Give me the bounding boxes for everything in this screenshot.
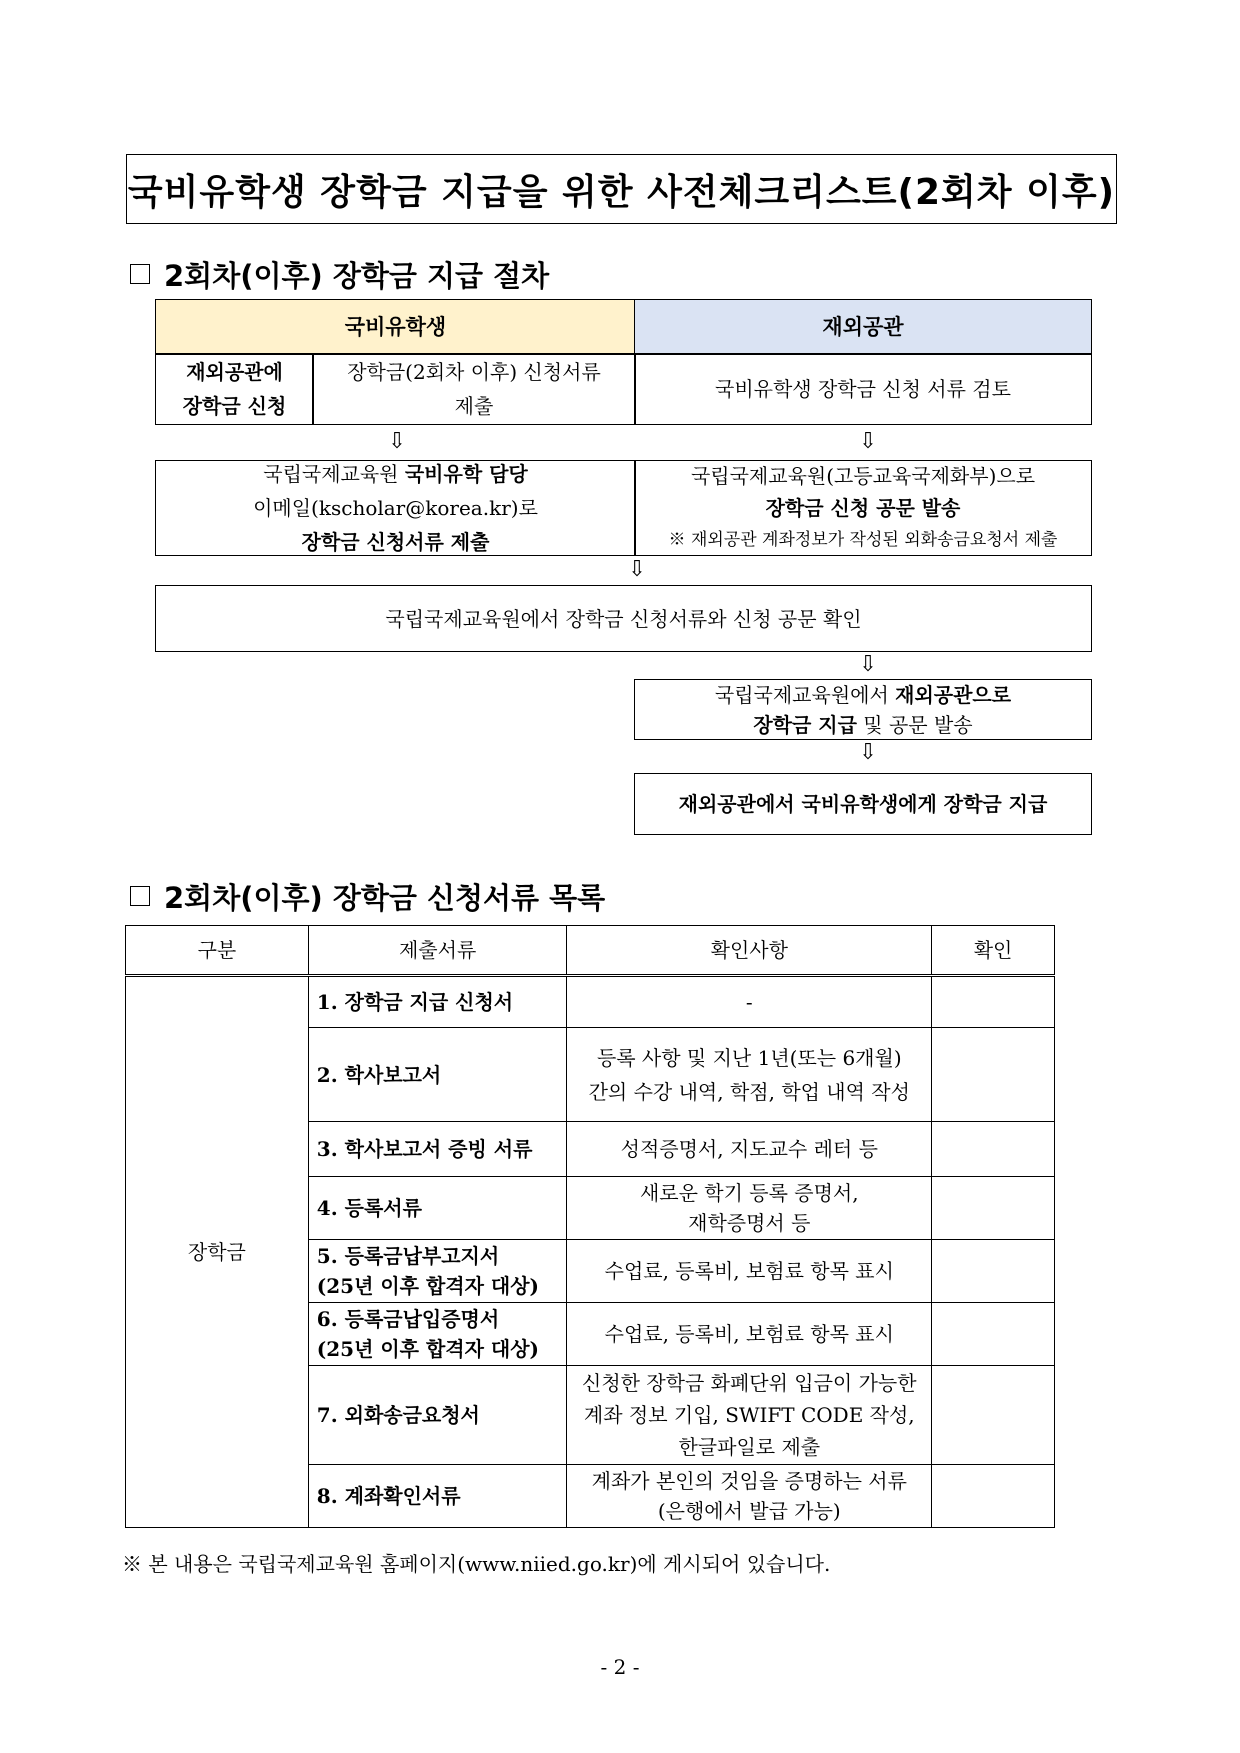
flow-row4 — [634, 679, 1092, 740]
down-arrow-icon: ⇩ — [627, 557, 647, 582]
confirm-cell[interactable] — [932, 1177, 1055, 1240]
flow-row1-student — [312, 353, 636, 425]
flow-row4-line1-bold: 재외공관으로 — [895, 682, 1012, 707]
check-items-line: 새로운 학기 등록 증명서, — [639, 1181, 859, 1205]
document-line: (25년 이후 합격자 대상) — [316, 1337, 539, 1361]
checkbox-square-icon — [130, 886, 150, 906]
flow-row3-text: 국립국제교육원에서 장학금 신청서류와 신청 공문 확인 — [385, 606, 862, 631]
down-arrow-icon: ⇩ — [387, 429, 407, 454]
confirm-cell[interactable] — [932, 1303, 1055, 1366]
flow-row2-embassy-note: ※ 재외공관 계좌정보가 작성된 외화송금요청서 제출 — [668, 530, 1058, 550]
document-cell: 7. 외화송금요청서 — [308, 1366, 567, 1465]
confirm-cell[interactable] — [932, 1028, 1055, 1122]
confirm-cell[interactable] — [932, 976, 1055, 1028]
flow-row4-line1-plain: 국립국제교육원에서 — [714, 682, 896, 707]
document-cell — [308, 1240, 567, 1303]
check-items-cell: 수업료, 등록비, 보험료 항목 표시 — [567, 1240, 932, 1303]
check-items-line: 등록 사항 및 지난 1년(또는 6개월) — [596, 1045, 902, 1070]
flow-row3 — [155, 585, 1092, 652]
flow-row1-student-line1: 장학금(2회차 이후) 신청서류 — [347, 360, 601, 384]
document-line: (25년 이후 합격자 대상) — [316, 1274, 539, 1298]
document-line: 5. 등록금납부고지서 — [316, 1244, 500, 1268]
flow-row1-label — [155, 353, 314, 425]
flow-row1-label-line1: 재외공관에 — [186, 360, 283, 384]
document-cell: 2. 학사보고서 — [308, 1028, 567, 1122]
check-items-line: 신청한 장학금 화폐단위 입금이 가능한 — [582, 1371, 917, 1395]
category-cell: 장학금 — [126, 976, 309, 1528]
confirm-cell[interactable] — [932, 1465, 1055, 1528]
flow-row4-line2-plain: 및 공문 발송 — [856, 712, 973, 737]
section2-heading — [130, 876, 605, 916]
document-line: 6. 등록금납입증명서 — [316, 1307, 500, 1331]
flow-row4-line2 — [753, 710, 972, 740]
flow-row2-student-line1 — [263, 457, 528, 491]
check-items-line: 간의 수강 내역, 학점, 학업 내역 작성 — [588, 1079, 910, 1104]
check-items-cell — [567, 1028, 932, 1122]
flow-row2-embassy — [634, 460, 1092, 556]
page-number: - 2 - — [600, 1655, 640, 1679]
section1-heading — [130, 254, 549, 294]
table-header-check-items: 확인사항 — [567, 926, 932, 976]
flow-row2-student-line1-bold: 국비유학 담당 — [404, 462, 528, 486]
table-row — [126, 976, 1055, 1028]
section1-heading-text: 2회차(이후) 장학금 지급 절차 — [164, 258, 550, 293]
flow-row1-label-line2: 장학금 신청 — [182, 394, 287, 418]
check-items-line: 재학증명서 등 — [688, 1211, 811, 1235]
check-items-cell — [567, 1177, 932, 1240]
document-cell: 3. 학사보고서 증빙 서류 — [308, 1122, 567, 1177]
table-header-category: 구분 — [126, 926, 309, 976]
confirm-cell[interactable] — [932, 1122, 1055, 1177]
flow-header-embassy — [634, 299, 1092, 355]
confirm-cell[interactable] — [932, 1240, 1055, 1303]
flow-row2-student — [155, 460, 636, 556]
page-title-text: 국비유학생 장학금 지급을 위한 사전체크리스트(2회차 이후) — [127, 171, 1116, 213]
flow-row2-student-line2: 이메일(kscholar@korea.kr)로 — [253, 496, 538, 520]
check-items-line: 한글파일로 제출 — [678, 1435, 821, 1459]
down-arrow-icon: ⇩ — [858, 429, 878, 454]
flow-header-student-text: 국비유학생 — [344, 315, 447, 339]
check-items-line: 계좌가 본인의 것임을 증명하는 서류 — [591, 1469, 907, 1493]
document-cell: 8. 계좌확인서류 — [308, 1465, 567, 1528]
footnote: ※ 본 내용은 국립국제교육원 홈페이지(www.niied.go.kr)에 게시되어 있습니다. — [122, 1552, 831, 1576]
flow-row2-embassy-line1: 국립국제교육원(고등교육국제화부)으로 — [690, 464, 1036, 488]
check-items-cell: - — [567, 976, 932, 1028]
flow-row2-student-line3: 장학금 신청서류 제출 — [301, 530, 490, 554]
flow-header-embassy-text: 재외공관 — [822, 315, 904, 339]
table-header-row — [126, 926, 1055, 976]
document-cell: 1. 장학금 지급 신청서 — [308, 976, 567, 1028]
check-items-cell — [567, 1366, 932, 1465]
down-arrow-icon: ⇩ — [858, 740, 878, 765]
flow-row1-student-line2: 제출 — [454, 394, 494, 418]
flow-row1-embassy — [634, 353, 1092, 425]
check-items-cell: 수업료, 등록비, 보험료 항목 표시 — [567, 1303, 932, 1366]
table-header-document: 제출서류 — [308, 926, 567, 976]
check-items-cell — [567, 1465, 932, 1528]
flow-row2-embassy-line2: 장학금 신청 공문 발송 — [765, 496, 961, 520]
page-title — [126, 154, 1117, 224]
flow-row4-line2-bold: 장학금 지급 — [753, 712, 857, 737]
documents-table — [125, 925, 1055, 1528]
section2-heading-text: 2회차(이후) 장학금 신청서류 목록 — [164, 880, 606, 915]
flow-header-student — [155, 299, 636, 355]
flow-row5 — [634, 773, 1092, 835]
confirm-cell[interactable] — [932, 1366, 1055, 1465]
down-arrow-icon: ⇩ — [858, 652, 878, 677]
check-items-line: 계좌 정보 기입, SWIFT CODE 작성, — [583, 1403, 915, 1427]
flow-row4-line1 — [715, 680, 1011, 710]
flow-row2-student-line1-plain: 국립국제교육원 — [263, 462, 405, 486]
flow-row1-embassy-text: 국비유학생 장학금 신청 서류 검토 — [715, 377, 1011, 401]
document-cell: 4. 등록서류 — [308, 1177, 567, 1240]
flow-row5-text: 재외공관에서 국비유학생에게 장학금 지급 — [678, 792, 1048, 816]
checkbox-square-icon — [130, 264, 150, 284]
document-cell — [308, 1303, 567, 1366]
check-items-line: (은행에서 발급 가능) — [657, 1499, 841, 1523]
check-items-cell: 성적증명서, 지도교수 레터 등 — [567, 1122, 932, 1177]
table-header-confirm: 확인 — [932, 926, 1055, 976]
